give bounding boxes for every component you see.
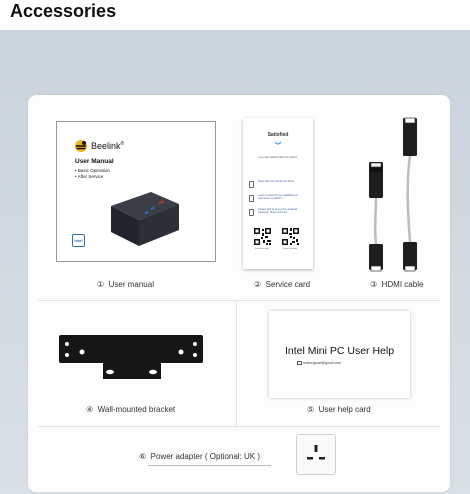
manual-bullet: • After Service (75, 174, 104, 179)
manual-brand: Beelink® (91, 141, 125, 151)
qr-code-icon (281, 227, 300, 246)
smile-icon (274, 141, 282, 146)
mini-pc-image (107, 188, 181, 250)
item-caption-hdmi-cable: ③ HDMI cable (370, 280, 424, 289)
item-caption-service-card: ② Service card (254, 280, 311, 289)
mail-icon (297, 361, 302, 365)
help-card-title: Intel Mini PC User Help (284, 345, 395, 357)
col-divider-1 (236, 301, 237, 426)
item-caption-user-manual: ① User manual (97, 280, 154, 289)
page-heading: Accessories (10, 1, 117, 21)
user-help-card-image (269, 311, 410, 398)
qr-caption: Scan the code (283, 248, 297, 250)
service-card-row: Contact with us at any time via Email, Facebook, Skype and more (249, 208, 307, 218)
manual-bullet: • Basic Operation (75, 168, 110, 173)
power-adapter-image (296, 434, 336, 475)
hdmi-cable-image (360, 114, 430, 278)
item-caption-wall-bracket: ④ Wall-mounted bracket (86, 405, 176, 414)
row-divider-2 (38, 426, 440, 427)
uk-plug-icon (297, 435, 335, 474)
caption-underline (148, 465, 271, 466)
qr-caption: Scan the code (255, 248, 269, 250)
bee-logo-icon (73, 137, 89, 153)
phone-icon (249, 195, 254, 202)
phone-icon (249, 181, 254, 188)
intel-badge: intel (72, 234, 85, 247)
service-card-image (243, 118, 313, 269)
manual-title: User Manual (75, 158, 114, 165)
user-manual-image (56, 121, 216, 262)
row-divider-1 (38, 300, 440, 301)
wall-bracket-image (57, 333, 205, 381)
phone-icon (249, 209, 254, 216)
service-card-intro: If you are satisfied with our product, (258, 156, 298, 159)
service-card-title: Satisfied (267, 132, 289, 138)
service-card-row: Share with your friends and family (249, 180, 307, 190)
item-caption-power-adapter: ⑥ Power adapter ( Optional: UK ) (139, 452, 261, 461)
service-card-row: Leave a review for your satisfaction & experience on platform (249, 194, 307, 204)
qr-code-icon (253, 227, 272, 246)
item-caption-user-help-card: ⑤ User help card (307, 405, 371, 414)
help-card-email: nelsongmail@gmail.com (303, 361, 342, 365)
